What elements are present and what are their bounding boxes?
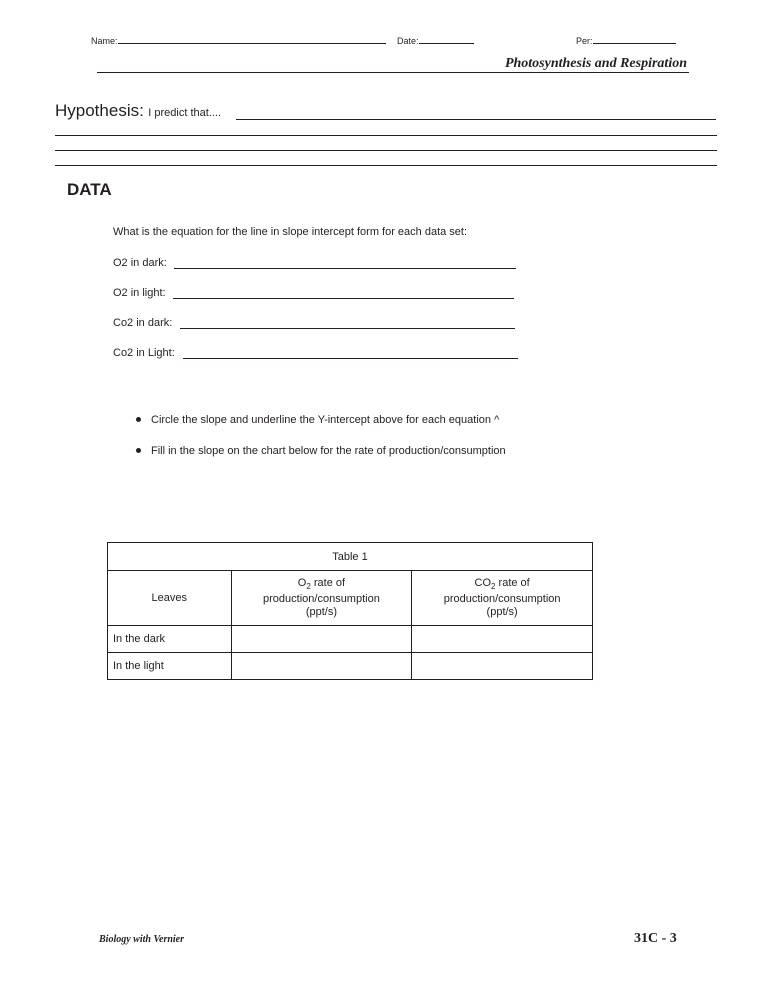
period-field[interactable] (576, 34, 676, 46)
date-label: Date: (397, 36, 419, 46)
o2-light-cell[interactable] (231, 653, 412, 680)
name-blank[interactable] (118, 34, 386, 44)
title-rule (97, 72, 689, 73)
footer-book-title: Biology with Vernier (99, 934, 185, 945)
co2-light-label: Co2 in Light: (113, 347, 175, 359)
name-field[interactable] (91, 34, 386, 46)
row-label: In the dark (108, 626, 232, 653)
table-row (108, 626, 593, 653)
co2-light-cell[interactable] (412, 653, 593, 680)
document-title: Photosynthesis and Respiration (504, 56, 687, 71)
o2-light-blank[interactable] (173, 298, 514, 299)
bullet-text: Fill in the slope on the chart below for the rate of production/consumption (151, 445, 506, 457)
hypothesis-answer-line-3[interactable] (55, 150, 717, 151)
hypothesis-prompt: I predict that.... (148, 107, 222, 119)
date-field[interactable] (397, 34, 474, 46)
footer-page-number: 31C - 3 (634, 931, 677, 946)
o2-dark-cell[interactable] (231, 626, 412, 653)
hypothesis-answer-line-2[interactable] (55, 135, 717, 136)
bullet-text: Circle the slope and underline the Y-intercept above for each equation ^ (151, 414, 500, 426)
co2-dark-label: Co2 in dark: (113, 317, 173, 329)
o2-dark-blank[interactable] (174, 268, 516, 269)
data-heading: DATA (67, 180, 112, 199)
data-table (107, 542, 593, 680)
bullet-item (136, 445, 506, 457)
hypothesis-line (55, 101, 221, 121)
o2-dark-label: O2 in dark: (113, 257, 167, 269)
bullet-item (136, 414, 499, 426)
leaves-column-header: Leaves (108, 571, 232, 626)
o2-light-label: O2 in light: (113, 287, 166, 299)
table-caption: Table 1 (108, 543, 593, 571)
co2-dark-cell[interactable] (412, 626, 593, 653)
name-label: Name: (91, 36, 118, 46)
row-label: In the light (108, 653, 232, 680)
co2-dark-blank[interactable] (180, 328, 515, 329)
equation-question: What is the equation for the line in slope intercept form for each data set: (113, 226, 468, 238)
period-blank[interactable] (593, 34, 676, 44)
period-label: Per: (576, 36, 593, 46)
hypothesis-answer-line-1[interactable] (236, 119, 716, 120)
bullet-dot-icon (136, 417, 141, 422)
date-blank[interactable] (419, 34, 474, 44)
hypothesis-label: Hypothesis: (55, 101, 144, 120)
co2-column-header: $CO_2$ rate of production/consumption (ppt/s) (412, 571, 593, 626)
co2-light-blank[interactable] (183, 358, 518, 359)
bullet-dot-icon (136, 448, 141, 453)
o2-column-header: $O_2$ rate of production/consumption (ppt/s) (231, 571, 412, 626)
table-row (108, 653, 593, 680)
hypothesis-answer-line-4[interactable] (55, 165, 717, 166)
